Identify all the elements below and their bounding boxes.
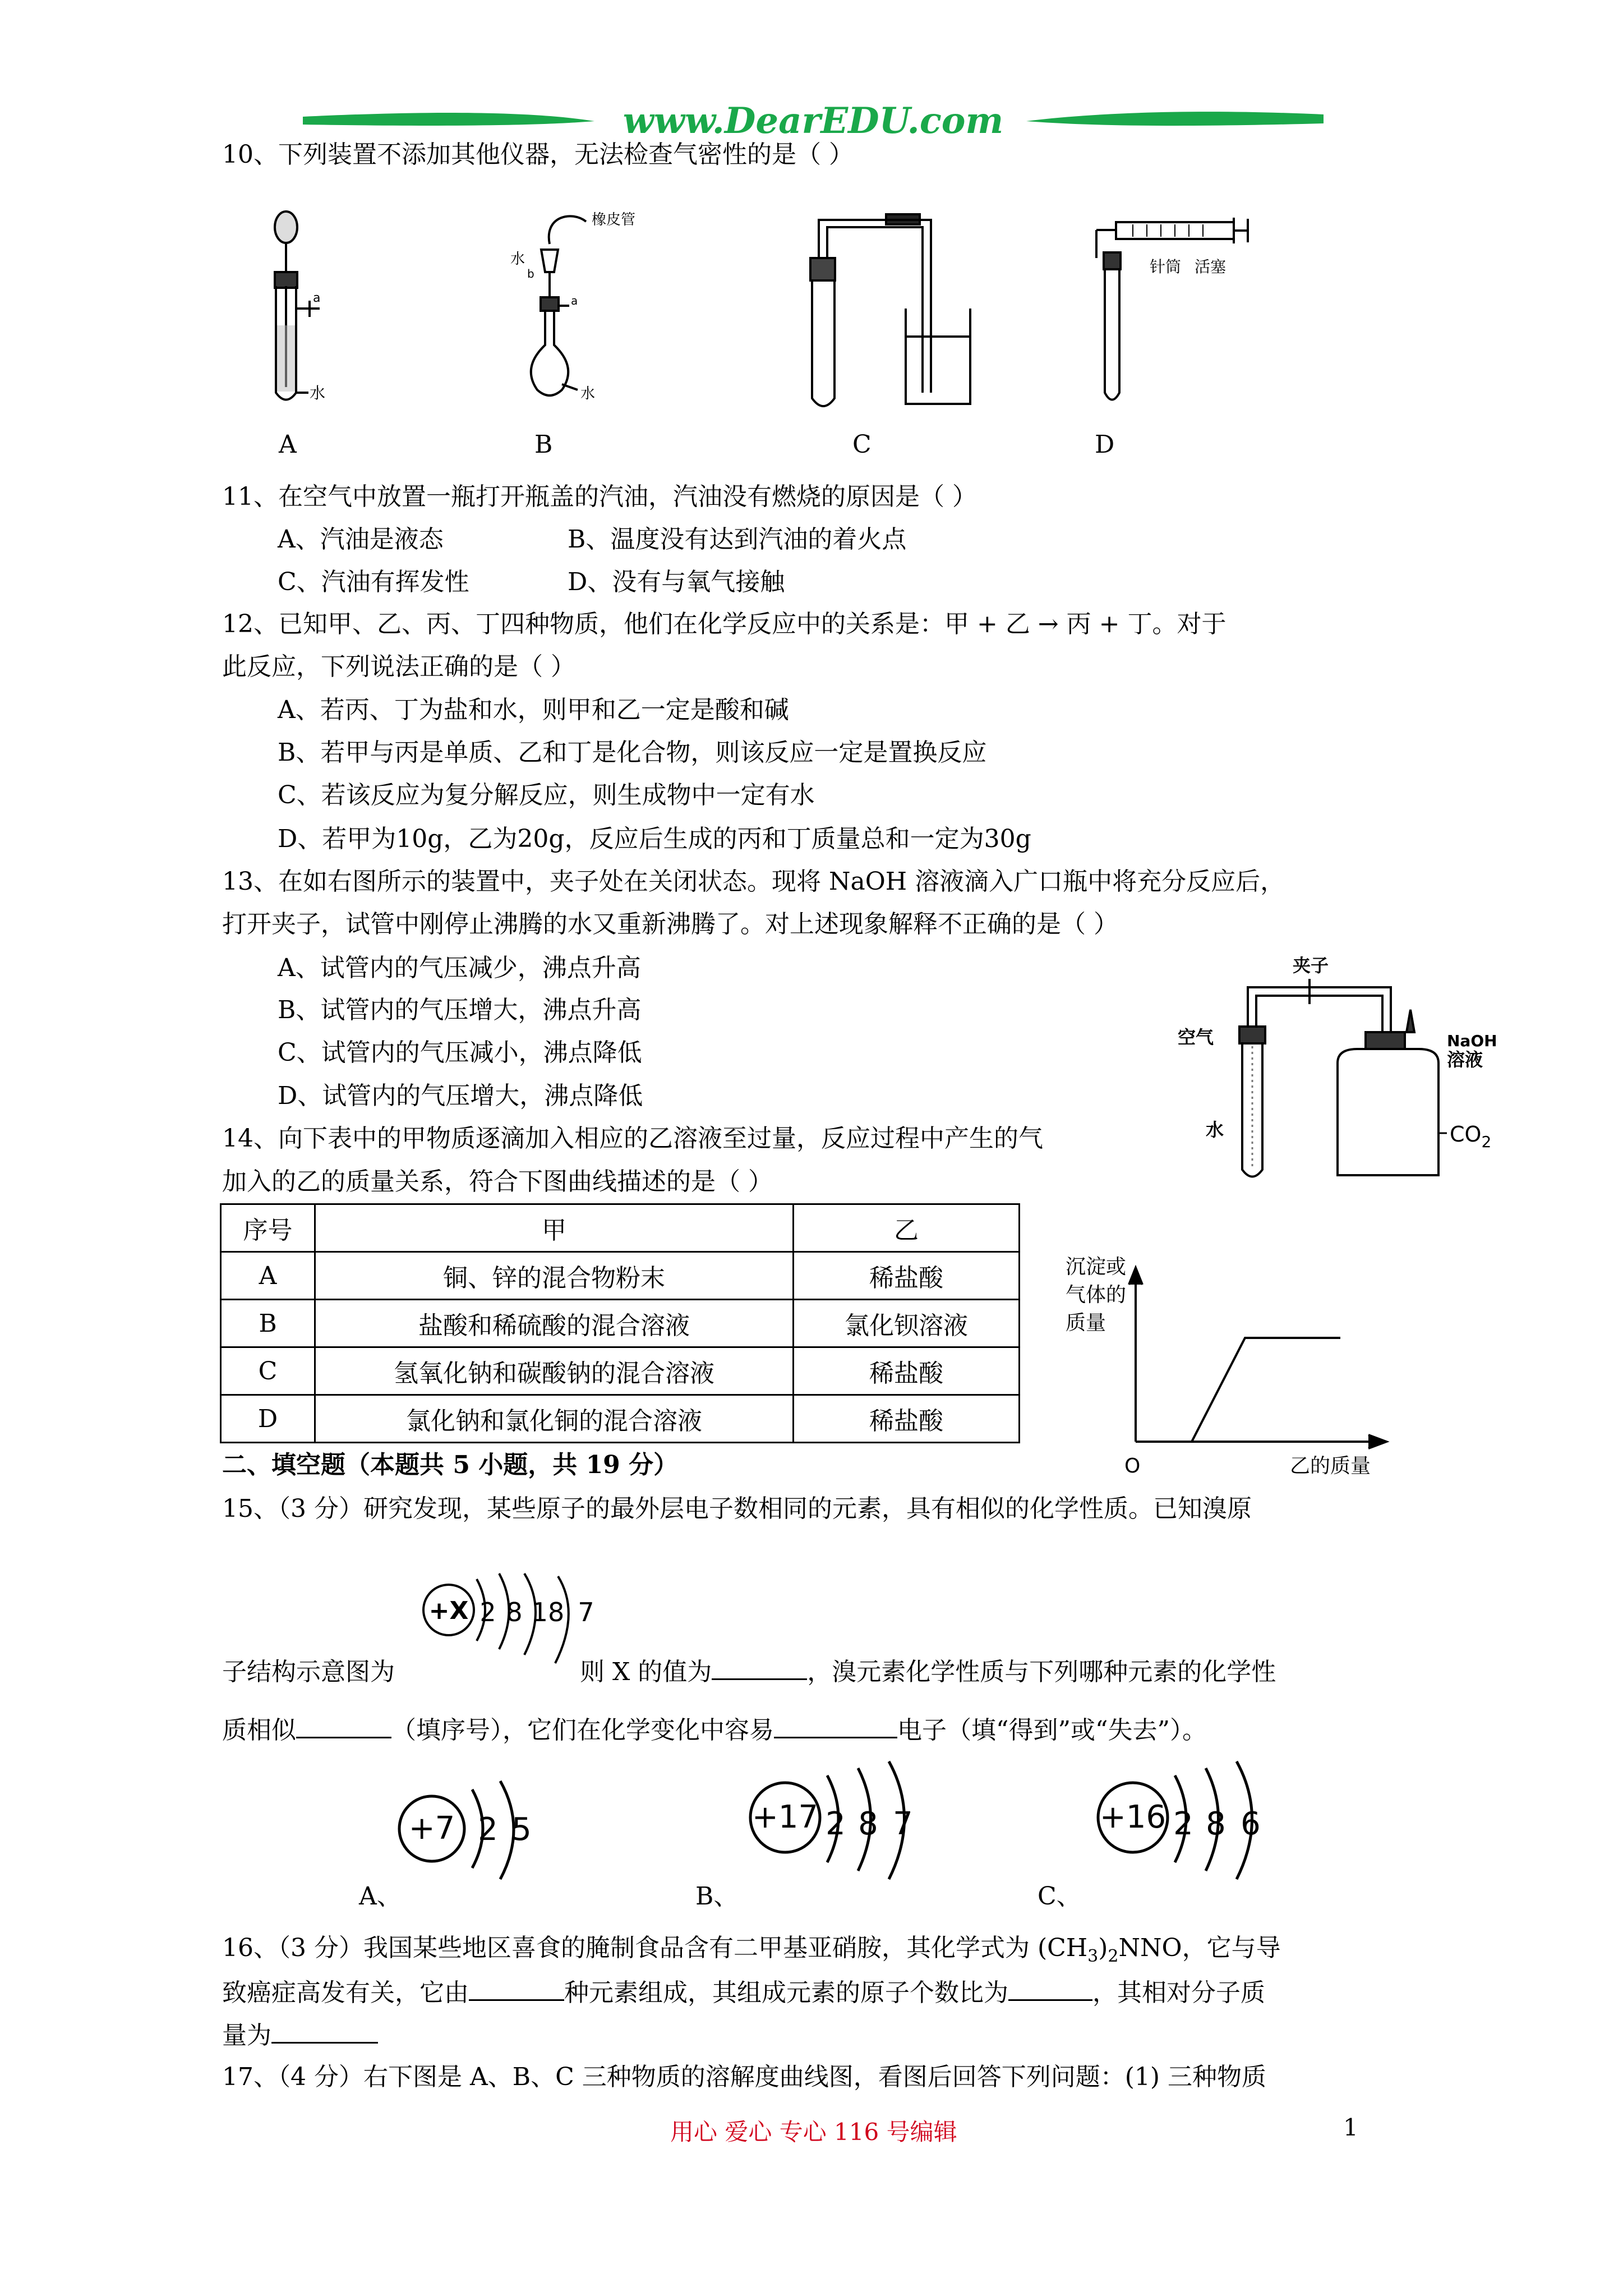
atom-a-shell-2: 5 <box>511 1811 532 1848</box>
apparatus-b-a-label: a <box>571 294 578 307</box>
q16-ratio-blank[interactable] <box>1008 1975 1092 2001</box>
q11-option-a: A、汽油是液态 <box>278 525 444 554</box>
table-row <box>221 1395 1020 1443</box>
atom-a-shell-1: 2 <box>478 1811 498 1848</box>
table-cell: B <box>221 1300 315 1347</box>
q14-ylabel-1: 沉淀或 <box>1066 1255 1127 1278</box>
table-cell: 铜、锌的混合物粉末 <box>315 1252 794 1300</box>
apparatus-a-water-label: 水 <box>310 384 326 402</box>
atom-a-diagram <box>348 1767 583 1924</box>
q13-option-d: D、试管内的气压增大，沸点降低 <box>278 1082 643 1110</box>
table-row <box>221 1347 1020 1395</box>
apparatus-d-syringe-label: 针筒 <box>1150 257 1182 276</box>
atom-c-diagram <box>1038 1756 1301 1924</box>
q12-stem-2: 此反应，下列说法正确的是（ ） <box>222 652 575 681</box>
q13-option-c: C、试管内的气压减小，沸点降低 <box>278 1038 642 1067</box>
apparatus-label-d: D <box>1095 430 1115 459</box>
q16-line-2c: ，其相对分子质 <box>1092 1978 1265 2007</box>
q15-stem-2b: 则 X 的值为 <box>580 1658 712 1686</box>
q13-option-a: A、试管内的气压减少，沸点升高 <box>278 954 641 982</box>
table-row <box>221 1252 1020 1300</box>
atom-c-label: C、 <box>1038 1882 1081 1911</box>
apparatus-a-a-label: a <box>313 291 321 305</box>
q14-ylabel-3: 质量 <box>1066 1312 1106 1335</box>
q16-mass-blank[interactable] <box>271 2017 378 2044</box>
q15-stem-3c: 电子（填“得到”或“失去”）。 <box>897 1716 1207 1745</box>
q16-line-2 <box>222 1975 1265 2010</box>
q15-stem-3b: （填序号），它们在化学变化中容易 <box>391 1716 774 1745</box>
apparatus-b-b-label: b <box>527 267 534 280</box>
q13-solution-label: 溶液 <box>1447 1049 1483 1070</box>
atom-c-shell-2: 8 <box>1206 1806 1226 1842</box>
table-header-cell: 甲 <box>315 1204 794 1252</box>
apparatus-label-b: B <box>534 430 553 459</box>
table-cell: 盐酸和稀硫酸的混合溶液 <box>315 1300 794 1347</box>
table-header-cell: 乙 <box>794 1204 1020 1252</box>
table-cell: 稀盐酸 <box>794 1347 1020 1395</box>
q13-option-b: B、试管内的气压增大，沸点升高 <box>278 996 642 1024</box>
q15-stem-3a: 质相似 <box>222 1716 296 1745</box>
q13-water-label: 水 <box>1206 1119 1224 1140</box>
q13-co2-label: $CO_2$ <box>1450 1122 1492 1151</box>
br-shell-4: 7 <box>578 1597 594 1627</box>
q16-line-1c: NNO，它与导 <box>1118 1934 1281 1962</box>
q13-stem-1: 13、在如右图所示的装置中，夹子处在关闭状态。现将 NaOH 溶液滴入广口瓶中将充分反应后， <box>222 867 1285 896</box>
q13-air-label: 空气 <box>1178 1027 1214 1048</box>
q11-option-b: B、温度没有达到汽油的着火点 <box>568 525 907 554</box>
q15-similar-blank[interactable] <box>296 1712 391 1738</box>
table-cell: C <box>221 1347 315 1395</box>
atom-b-shell-2: 8 <box>858 1806 878 1842</box>
atom-b-label: B、 <box>695 1882 739 1911</box>
footer-text: 用心 爱心 专心 116 号编辑 <box>670 2118 957 2146</box>
apparatus-b-water-label: 水 <box>580 385 596 402</box>
q14-xlabel: 乙的质量 <box>1290 1455 1371 1478</box>
q13-naoh-label: NaOH <box>1447 1032 1497 1050</box>
q16-sub-3: 3 <box>1087 1946 1099 1966</box>
q13-stem-2: 打开夹子，试管中刚停止沸腾的水又重新沸腾了。对上述现象解释不正确的是（ ） <box>222 910 1118 938</box>
table-cell: 氯化钡溶液 <box>794 1300 1020 1347</box>
br-shell-1: 2 <box>479 1597 496 1627</box>
q12-stem-1: 12、已知甲、乙、丙、丁四种物质，他们在化学反应中的关系是：甲 + 乙 → 丙 + 丁。对于 <box>222 610 1227 638</box>
br-shell-2: 8 <box>506 1597 523 1627</box>
q13-clip-label: 夹子 <box>1293 955 1329 976</box>
atom-b-nucleus: +17 <box>751 1799 819 1835</box>
br-nucleus: +X <box>428 1596 469 1625</box>
apparatus-b-figure <box>494 199 639 418</box>
atom-b-shell-1: 2 <box>826 1806 846 1842</box>
q15-electron-blank[interactable] <box>774 1712 897 1738</box>
q15-stem-2c: ，溴元素化学性质与下列哪种元素的化学性 <box>807 1658 1276 1686</box>
q15-stem-2 <box>222 1654 1276 1689</box>
atom-a-label: A、 <box>359 1882 402 1911</box>
table-cell: A <box>221 1252 315 1300</box>
table-cell: D <box>221 1395 315 1443</box>
atom-b-shell-3: 7 <box>893 1806 913 1842</box>
q16-line-2b: 种元素组成，其组成元素的原子个数比为 <box>564 1978 1008 2007</box>
q11-stem: 11、在空气中放置一瓶打开瓶盖的汽油，汽油没有燃烧的原因是（ ） <box>222 482 977 511</box>
q16-elements-blank[interactable] <box>469 1975 564 2001</box>
q16-line-1a: 16、（3 分）我国某些地区喜食的腌制食品含有二甲基亚硝胺，其化学式为 (CH <box>222 1934 1088 1962</box>
q11-option-d: D、没有与氧气接触 <box>568 568 785 596</box>
q11-option-c: C、汽油有挥发性 <box>278 568 469 596</box>
apparatus-label-c: C <box>852 430 872 459</box>
table-row <box>221 1300 1020 1347</box>
apparatus-a-figure <box>247 202 359 415</box>
q15-stem-2a: 子结构示意图为 <box>222 1658 395 1686</box>
q16-sub-2: 2 <box>1108 1946 1119 1966</box>
q16-line-3a: 量为 <box>222 2021 271 2050</box>
q10-stem: 10、下列装置不添加其他仪器，无法检查气密性的是（ ） <box>222 140 854 169</box>
atom-b-diagram <box>695 1756 953 1924</box>
q16-line-1 <box>222 1931 1281 1973</box>
br-shell-3: 18 <box>531 1597 565 1627</box>
apparatus-c-figure <box>796 208 1021 421</box>
q16-line-1b: ) <box>1098 1934 1108 1962</box>
table-cell: 稀盐酸 <box>794 1395 1020 1443</box>
q12-option-d: D、若甲为10g，乙为20g，反应后生成的丙和丁质量总和一定为30g <box>278 825 1031 853</box>
q16-line-3 <box>222 2017 378 2053</box>
q12-option-b: B、若甲与丙是单质、乙和丁是化合物，则该反应一定是置换反应 <box>278 738 987 767</box>
apparatus-label-a: A <box>279 430 297 459</box>
q12-option-a: A、若丙、丁为盐和水，则甲和乙一定是酸和碱 <box>278 696 789 724</box>
q15-stem-3 <box>222 1712 1207 1747</box>
apparatus-d-plunger-label: 活塞 <box>1195 257 1227 276</box>
apparatus-d-figure <box>1094 213 1273 415</box>
q12-option-c: C、若该反应为复分解反应，则生成物中一定有水 <box>278 781 815 809</box>
q13-apparatus-figure <box>1172 948 1497 1189</box>
table-header-cell: 序号 <box>221 1204 315 1252</box>
q14-ylabel-2: 气体的 <box>1066 1283 1127 1306</box>
q14-stem-2: 加入的乙的质量关系，符合下图曲线描述的是（ ） <box>222 1167 773 1196</box>
atom-c-shell-3: 6 <box>1241 1806 1261 1842</box>
apparatus-b-tube-label: 橡皮管 <box>592 211 636 228</box>
apparatus-b-water-top-label: 水 <box>510 251 525 268</box>
page-number: 1 <box>1343 2114 1358 2141</box>
q17-stem: 17、（4 分）右下图是 A、B、C 三种物质的溶解度曲线图，看图后回答下列问题：(1) 三种物质 <box>222 2063 1267 2091</box>
atom-a-nucleus: +7 <box>408 1810 455 1847</box>
q15-stem-1: 15、（3 分）研究发现，某些原子的最外层电子数相同的元素，具有相似的化学性质。已知溴原 <box>222 1494 1252 1523</box>
q14-table <box>220 1203 1020 1443</box>
q16-line-2a: 致癌症高发有关，它由 <box>222 1978 469 2007</box>
q14-graph <box>1054 1257 1402 1481</box>
atom-c-shell-1: 2 <box>1173 1806 1193 1842</box>
q14-stem-1: 14、向下表中的甲物质逐滴加入相应的乙溶液至过量，反应过程中产生的气 <box>222 1124 1043 1153</box>
section-2-heading: 二、填空题（本题共 5 小题，共 19 分） <box>222 1451 679 1479</box>
q15-x-blank[interactable] <box>712 1654 807 1680</box>
table-header-row <box>221 1204 1020 1252</box>
table-cell: 稀盐酸 <box>794 1252 1020 1300</box>
q14-origin-label: O <box>1124 1455 1141 1478</box>
site-name: www.DearEDU.com <box>623 100 1004 142</box>
table-cell: 氯化钠和氯化铜的混合溶液 <box>315 1395 794 1443</box>
table-cell: 氢氧化钠和碳酸钠的混合溶液 <box>315 1347 794 1395</box>
atom-c-nucleus: +16 <box>1099 1799 1166 1835</box>
